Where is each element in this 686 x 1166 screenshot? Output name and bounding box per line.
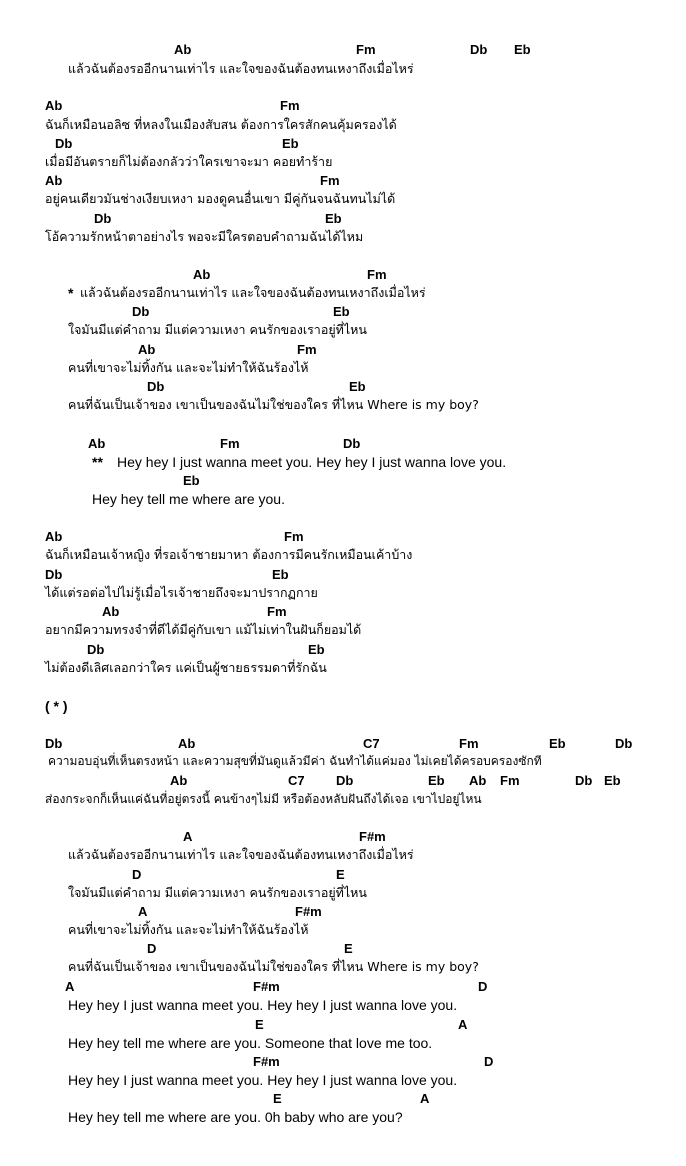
- chorus-lyric-row: [0, 359, 686, 377]
- repeat-marker: ( * ): [45, 698, 68, 714]
- keychange-lyric-row: [0, 884, 686, 902]
- lyric-line: อยู่คนเดียวมันช่างเงียบเหงา มองดูคนอื่นเขา มีคู่กันจนฉันทนไม่ได้: [45, 191, 396, 206]
- chord: Db: [45, 567, 63, 582]
- verse2-chord-row: [0, 604, 686, 622]
- chord: Db: [615, 736, 633, 751]
- lyric-line: ใจมันมีแต่คำถาม มีแต่ความเหงา คนรักของเราอยู่ที่ไหน: [68, 322, 367, 337]
- chord: E: [273, 1091, 282, 1106]
- lyric-line: Hey hey I just wanna meet you. Hey hey I just wanna love you.: [117, 454, 507, 470]
- verse1-chord-row: [0, 98, 686, 116]
- lyric-line: ใจมันมีแต่คำถาม มีแต่ความเหงา คนรักของเราอยู่ที่ไหน: [68, 885, 367, 900]
- lyric-line: คนที่ฉันเป็นเจ้าของ เขาเป็นของฉันไม่ใช่ของใคร ที่ไหน Where is my boy?: [68, 959, 479, 974]
- chord: Eb: [333, 304, 350, 319]
- outro-lyric-row: [0, 1034, 686, 1052]
- verse1-chord-row: [0, 136, 686, 154]
- chord: D: [484, 1054, 494, 1069]
- chord: Eb: [349, 379, 366, 394]
- chorus-chord-row: [0, 379, 686, 397]
- lyric-line: ไม่ต้องดีเลิศเลอกว่าใคร แค่เป็นผู้ชายธรรมดาที่รักฉัน: [45, 660, 327, 675]
- hook-lyric-row: [0, 453, 686, 471]
- chord: Fm: [220, 436, 240, 451]
- chord: Ab: [178, 736, 196, 751]
- lyric-line: Hey hey tell me where are you.: [92, 491, 285, 507]
- chord: Db: [343, 436, 361, 451]
- outro-lyric-row: [0, 1071, 686, 1089]
- hook-lyric-row: [0, 490, 686, 508]
- chord: Fm: [280, 98, 300, 113]
- chord: Eb: [514, 42, 531, 57]
- lyric-line: ความอบอุ่นที่เห็นตรงหน้า และความสุขที่มันดูแล้วมีค่า ฉันทำได้แค่มอง ไม่เคยได้ครอบครองซักที: [48, 754, 542, 768]
- lyric-line: Hey hey I just wanna meet you. Hey hey I just wanna love you.: [68, 1072, 458, 1088]
- chord: Ab: [45, 98, 63, 113]
- chord: F#m: [253, 1054, 280, 1069]
- hook-chord-row: [0, 436, 686, 454]
- keychange-chord-row: [0, 867, 686, 885]
- chord: Db: [147, 379, 165, 394]
- chord: Fm: [356, 42, 376, 57]
- outro-lyric-row: [0, 996, 686, 1014]
- chord: Eb: [428, 773, 445, 788]
- chorus-lyric-row: [0, 284, 686, 302]
- chorus-chord-row: [0, 267, 686, 285]
- chord: Ab: [45, 173, 63, 188]
- chord: Fm: [500, 773, 520, 788]
- chord: E: [255, 1017, 264, 1032]
- chord: Db: [575, 773, 593, 788]
- chord: Eb: [325, 211, 342, 226]
- verse1-chord-row: [0, 211, 686, 229]
- intro-chord-row: [0, 42, 686, 60]
- chord: Ab: [102, 604, 120, 619]
- chord: Fm: [267, 604, 287, 619]
- chord: F#m: [359, 829, 386, 844]
- chord: Eb: [549, 736, 566, 751]
- keychange-chord-row: [0, 904, 686, 922]
- verse2-lyric-row: [0, 584, 686, 602]
- verse2-chord-row: [0, 642, 686, 660]
- lyric-line: อยากมีความทรงจำที่ดีได้มีคู่กับเขา แม้ไม่เท่าในฝันก็ยอมได้: [45, 622, 362, 637]
- chorus-lyric-row: [0, 396, 686, 414]
- chorus-chord-row: [0, 304, 686, 322]
- outro-chord-row: [0, 1017, 686, 1035]
- verse1-lyric-row: [0, 116, 686, 134]
- lyric-line: Hey hey tell me where are you. Someone that love me too.: [68, 1035, 433, 1051]
- lyric-line: Hey hey tell me where are you. 0h baby who are you?: [68, 1109, 403, 1125]
- verse2-chord-row: [0, 529, 686, 547]
- chord: C7: [363, 736, 380, 751]
- verse2-chord-row: [0, 567, 686, 585]
- chord: A: [458, 1017, 468, 1032]
- lyric-line: คนที่ฉันเป็นเจ้าของ เขาเป็นของฉันไม่ใช่ของใคร ที่ไหน Where is my boy?: [68, 397, 479, 412]
- lyric-line: คนที่เขาจะไม่ทิ้งกัน และจะไม่ทำให้ฉันร้องไห้: [68, 922, 309, 937]
- chord: Db: [55, 136, 73, 151]
- outro-chord-row: [0, 979, 686, 997]
- verse1-lyric-row: [0, 153, 686, 171]
- chord: Db: [87, 642, 105, 657]
- chord: Ab: [469, 773, 487, 788]
- repeat-row: [0, 697, 686, 715]
- chord: Ab: [174, 42, 192, 57]
- chord: Db: [336, 773, 354, 788]
- verse2-lyric-row: [0, 621, 686, 639]
- hook-marker: **: [92, 454, 103, 470]
- chord: A: [420, 1091, 430, 1106]
- chord: C7: [288, 773, 305, 788]
- lyric-line: Hey hey I just wanna meet you. Hey hey I just wanna love you.: [68, 997, 458, 1013]
- chord: Ab: [138, 342, 156, 357]
- chord: D: [147, 941, 157, 956]
- outro-chord-row: [0, 1091, 686, 1109]
- keychange-lyric-row: [0, 921, 686, 939]
- chord: Ab: [193, 267, 211, 282]
- verse2-lyric-row: [0, 546, 686, 564]
- hook-chord-row: [0, 473, 686, 491]
- verse1-lyric-row: [0, 228, 686, 246]
- chord: Eb: [308, 642, 325, 657]
- lyric-line: เมื่อมีอันตรายก็ไม่ต้องกลัวว่าใครเขาจะมา คอยทำร้าย: [45, 154, 333, 169]
- chord: Eb: [183, 473, 200, 488]
- outro-lyric-row: [0, 1108, 686, 1126]
- keychange-chord-row: [0, 941, 686, 959]
- chord: Db: [470, 42, 488, 57]
- chord: Eb: [282, 136, 299, 151]
- chord: F#m: [295, 904, 322, 919]
- chord: Db: [45, 736, 63, 751]
- chord: Fm: [320, 173, 340, 188]
- intro-lyric-row: [0, 60, 686, 78]
- keychange-lyric-row: [0, 846, 686, 864]
- chord: Ab: [170, 773, 188, 788]
- lyric-line: ฉันก็เหมือนอลิซ ที่หลงในเมืองสับสน ต้องการใครสักคนคุ้มครองได้: [45, 117, 397, 132]
- chord: E: [336, 867, 345, 882]
- verse1-chord-row: [0, 173, 686, 191]
- lyric-line: แล้วฉันต้องรออีกนานเท่าไร และใจของฉันต้องทนเหงาถึงเมื่อไหร่: [68, 61, 414, 76]
- chord: Fm: [284, 529, 304, 544]
- chord: Ab: [45, 529, 63, 544]
- lyric-line: ได้แต่รอต่อไปไม่รู้เมื่อไรเจ้าชายถึงจะมาปรากฏกาย: [45, 585, 318, 600]
- lyric-line: ฉันก็เหมือนเจ้าหญิง ที่รอเจ้าชายมาหา ต้องการมีคนรักเหมือนเค้าบ้าง: [45, 547, 413, 562]
- chord: Fm: [459, 736, 479, 751]
- chord: D: [478, 979, 488, 994]
- chord: Ab: [88, 436, 106, 451]
- chord: E: [344, 941, 353, 956]
- chord: A: [138, 904, 148, 919]
- chorus-chord-row: [0, 342, 686, 360]
- chorus-marker: *: [68, 285, 74, 301]
- keychange-chord-row: [0, 829, 686, 847]
- outro-chord-row: [0, 1054, 686, 1072]
- lyric-line: แล้วฉันต้องรออีกนานเท่าไร และใจของฉันต้องทนเหงาถึงเมื่อไหร่: [80, 285, 426, 300]
- bridge-lyric-row: [0, 752, 686, 770]
- verse2-lyric-row: [0, 659, 686, 677]
- chord: Fm: [367, 267, 387, 282]
- lyric-line: โอ้ความรักหน้าตาอย่างไร พอจะมีใครตอบคำถามฉันได้ไหม: [45, 229, 364, 244]
- verse1-lyric-row: [0, 190, 686, 208]
- chord: F#m: [253, 979, 280, 994]
- chord: A: [183, 829, 193, 844]
- lyric-line: แล้วฉันต้องรออีกนานเท่าไร และใจของฉันต้องทนเหงาถึงเมื่อไหร่: [68, 847, 414, 862]
- chord: Fm: [297, 342, 317, 357]
- lyric-line: คนที่เขาจะไม่ทิ้งกัน และจะไม่ทำให้ฉันร้องไห้: [68, 360, 309, 375]
- chord: D: [132, 867, 142, 882]
- chorus-lyric-row: [0, 321, 686, 339]
- chord: Eb: [272, 567, 289, 582]
- chord: Eb: [604, 773, 621, 788]
- chord: Db: [132, 304, 150, 319]
- bridge-chord-row: [0, 773, 686, 791]
- chord: Db: [94, 211, 112, 226]
- keychange-lyric-row: [0, 958, 686, 976]
- chord: A: [65, 979, 75, 994]
- lyric-line: ส่องกระจกก็เห็นแค่ฉันที่อยู่ตรงนี้ คนข้างๆไม่มี หรือต้องหลับฝันถึงได้เจอ เขาไปอยู่ไหน: [45, 792, 482, 806]
- bridge-lyric-row: [0, 790, 686, 808]
